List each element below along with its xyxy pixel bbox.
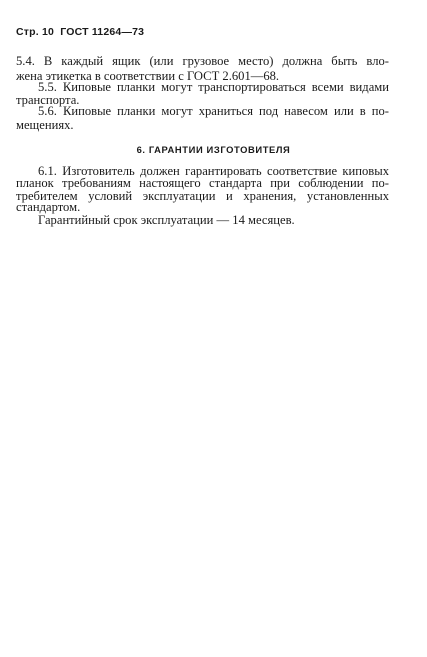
paragraph-5-6-line-2: мещениях.	[16, 118, 74, 132]
paragraph-5-5-line-2: транспорта.	[16, 93, 80, 107]
paragraph-5-6-line-1: 5.6. Киповые планки могут храниться под навесом или в по-	[38, 104, 389, 118]
paragraph-6-1-line-3: требителем условий эксплуатации и хранения, установленных	[16, 189, 389, 203]
paragraph-6-1-line-2: планок требованиям настоящего стандарта при соблюдении по-	[16, 176, 389, 190]
paragraph-5-4-line-1: 5.4. В каждый ящик (или грузовое место) должна быть вло-	[16, 54, 389, 68]
paragraph-6-1-line-4: стандартом.	[16, 200, 81, 214]
page-header	[16, 26, 147, 38]
standard-designation: ГОСТ 11264—73	[60, 26, 145, 38]
page-number: Стр. 10	[16, 26, 55, 38]
warranty-period-text: Гарантийный срок эксплуатации — 14 месяцев.	[38, 213, 295, 227]
paragraph-6-1-line-1: 6.1. Изготовитель должен гарантировать соответствие киповых	[38, 164, 389, 178]
paragraph-5-5-line-1: 5.5. Киповые планки могут транспортироваться всеми видами	[38, 80, 389, 94]
paragraph-5-4-line-2: жена этикетка в соответствии с ГОСТ 2.601—68.	[16, 69, 280, 83]
section-6-title: 6. ГАРАНТИИ ИЗГОТОВИТЕЛЯ	[136, 144, 291, 155]
